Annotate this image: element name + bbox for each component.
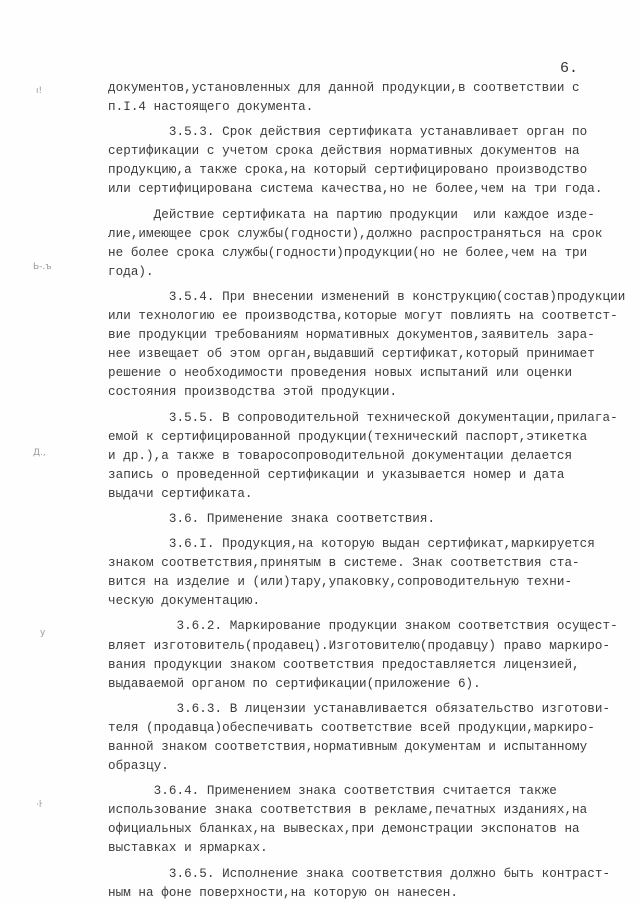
text-line: выдачи сертификата. — [108, 486, 253, 501]
paragraph — [108, 409, 618, 504]
paragraph — [108, 700, 611, 776]
paragraph — [108, 535, 608, 611]
paragraph — [108, 79, 608, 117]
margin-mark: Д., — [33, 448, 46, 458]
text-line: решение о необходимости проведения новых испытаний или оценки — [108, 366, 573, 381]
text-line: официальных бланках,на вывесках,при демонстрации экспонатов на — [108, 822, 580, 837]
text-line: знаком соответствия,принятым в системе. Знак соответствия ста- — [108, 556, 580, 571]
text-line: 3.6.I. Продукция,на которую выдан сертификат,маркируется — [108, 537, 595, 552]
text-line: 3.6.4. Применением знака соответствия считается также — [108, 784, 557, 799]
text-line: и др.),а также в товаросопроводительной документации делается — [108, 448, 573, 463]
page-number: 6. — [560, 60, 579, 77]
text-line: года). — [108, 264, 154, 279]
text-line: нее извещает об этом орган,выдавший сертификат,который принимает — [108, 347, 595, 362]
text-line: 3.6. Применение знака соответствия. — [108, 511, 436, 526]
margin-mark: ı! — [36, 86, 43, 96]
text-line: Действие сертификата на партию продукции или каждое изде- — [108, 207, 595, 222]
text-line: запись о проведенной сертификации и указывается номер и дата — [108, 467, 565, 482]
text-line: емой к сертифицированной продукции(технический паспорт,этикетка — [108, 429, 588, 444]
text-line: вляет изготовитель(продавец).Изготовителю(продавцу) право маркиро- — [108, 638, 611, 653]
text-line: теля (продавца)обеспечивать соответствие всей продукции,маркиро- — [108, 720, 595, 735]
text-line: образцу. — [108, 759, 169, 774]
text-line: ческую документацию. — [108, 594, 261, 609]
text-line: продукцию,а также срока,на который сертифицировано производство — [108, 163, 588, 178]
text-line: п.I.4 настоящего документа. — [108, 100, 314, 115]
margin-mark: ·ŀ — [36, 800, 42, 810]
text-line: или технологию ее производства,которые могут повлиять на соответст- — [108, 309, 618, 324]
text-line: использование знака соответствия в рекламе,печатных изданиях,на — [108, 803, 588, 818]
margin-mark: Ь-.ъ — [33, 262, 52, 272]
text-line: документов,установленных для данной продукции,в соответствии с — [108, 81, 580, 95]
margin-mark: у — [40, 628, 46, 638]
text-line: или сертифицирована система качества,но не более,чем на три года. — [108, 182, 603, 197]
text-line: ным на фоне поверхности,на которую он нанесен. — [108, 885, 458, 900]
text-line: выставках и ярмарках. — [108, 841, 268, 856]
text-line: 3.6.3. В лицензии устанавливается обязательство изготови- — [108, 701, 611, 716]
text-line: выдаваемой органом по сертификации(приложение 6). — [108, 676, 481, 691]
text-line: лие,имеющее срок службы(годности),должно распространяться на срок — [108, 226, 603, 241]
paragraph — [108, 123, 608, 199]
paragraph — [108, 206, 608, 282]
paragraph — [108, 617, 618, 693]
text-line: ванной знаком соответствия,нормативным документам и испытанному — [108, 740, 588, 754]
paragraph — [108, 865, 611, 903]
paragraph — [108, 288, 626, 403]
document-body — [108, 79, 626, 903]
paragraph — [108, 510, 608, 529]
text-line: вится на изделие и (или)тару,упаковку,сопроводительную техни- — [108, 575, 573, 590]
text-line: состояния производства этой продукции. — [108, 385, 398, 400]
text-line: 3.5.5. В сопроводительной технической документации,прилага- — [108, 410, 618, 425]
text-line: сертификации с учетом срока действия нормативных документов на — [108, 144, 580, 159]
text-line: вие продукции требованиям нормативных документов,заявитель зара- — [108, 328, 595, 343]
text-line: 3.6.2. Маркирование продукции знаком соответствия осущест- — [108, 619, 618, 634]
paragraph — [108, 782, 608, 858]
text-line: 3.5.3. Срок действия сертификата устанавливает орган по — [108, 125, 588, 140]
text-line: 3.6.5. Исполнение знака соответствия должно быть контраст- — [108, 866, 611, 881]
text-line: не более срока службы(годности)продукции(но не более,чем на три — [108, 245, 588, 260]
text-line: вания продукции знаком соответствия предоставляется лицензией, — [108, 657, 580, 672]
text-line: 3.5.4. При внесении изменений в конструкцию(состав)продукции — [108, 289, 626, 304]
